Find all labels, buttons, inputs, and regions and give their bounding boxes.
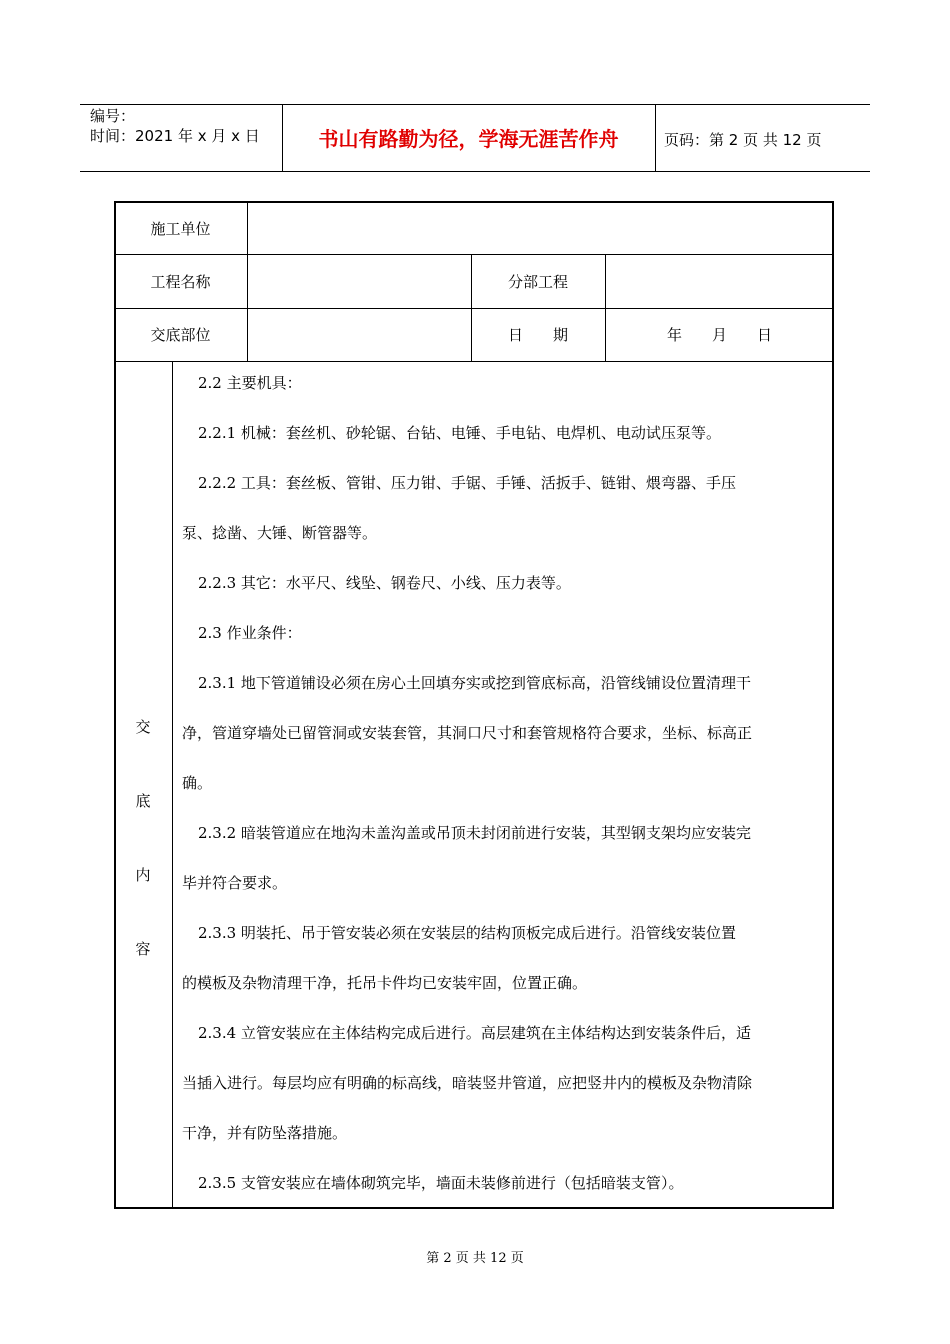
table-row-rule: [114, 361, 834, 362]
header-bottom-rule: [80, 171, 870, 172]
side-label-char: 内: [135, 866, 151, 884]
header-page-info: 页码：第 2 页 共 12 页: [664, 131, 822, 149]
content-line: 2.2.3 其它：水平尺、线坠、钢卷尺、小线、压力表等。: [198, 574, 571, 592]
content-line: 干净，并有防坠落措施。: [182, 1124, 348, 1142]
content-line: 泵、捻凿、大锤、断管器等。: [182, 524, 378, 542]
sub-project-label: 分部工程: [507, 273, 568, 291]
content-line: 毕并符合要求。: [182, 874, 288, 892]
header-top-rule: [80, 104, 870, 105]
content-line: 2.3.5 支管安装应在墙体砌筑完毕，墙面未装修前进行（包括暗装支管）。: [198, 1174, 684, 1192]
side-label-char: 容: [135, 940, 151, 958]
section-heading: 2.2 主要机具：: [198, 374, 302, 392]
table-col-rule: [172, 361, 173, 1209]
document-code-label: 编号：: [90, 107, 136, 125]
content-line: 2.3.2 暗装管道应在地沟未盖沟盖或吊顶未封闭前进行安装，其型钢支架均应安装完: [198, 824, 751, 842]
date-label: 日 期: [507, 326, 568, 344]
document-time: 时间：2021 年 x 月 x 日: [90, 127, 260, 145]
header-divider-right: [655, 104, 656, 171]
content-line: 2.3.4 立管安装应在主体结构完成后进行。高层建筑在主体结构达到安装条件后，适: [198, 1024, 751, 1042]
content-line: 当插入进行。每层均应有明确的标高线，暗装竖井管道，应把竖井内的模板及杂物清除: [182, 1074, 753, 1092]
content-line: 2.3.3 明装托、吊于管安装必须在安装层的结构顶板完成后进行。沿管线安装位置: [198, 924, 736, 942]
construction-unit-label: 施工单位: [150, 220, 211, 238]
date-value: 年 月 日: [666, 326, 772, 344]
disclosure-content: [182, 371, 830, 1195]
side-label-char: 交: [135, 718, 151, 736]
disclosure-content-label: [114, 690, 172, 986]
content-line: 2.2.1 机械：套丝机、砂轮锯、台钻、电锤、手电钻、电焊机、电动试压泵等。: [198, 424, 721, 442]
content-line: 的模板及杂物清理干净，托吊卡件均已安装牢固，位置正确。: [182, 974, 588, 992]
table-col-rule: [247, 201, 248, 361]
header-meta: [90, 106, 260, 146]
content-line: 2.3.1 地下管道铺设必须在房心土回填夯实或挖到管底标高，沿管线铺设位置清理干: [198, 674, 751, 692]
content-line: 2.2.2 工具：套丝板、管钳、压力钳、手锯、手锤、活扳手、链钳、煨弯器、手压: [198, 474, 736, 492]
side-label-char: 底: [135, 792, 151, 810]
content-line: 确。: [182, 774, 213, 792]
content-line: 净，管道穿墙处已留管洞或安装套管，其洞口尺寸和套管规格符合要求，坐标、标高正: [182, 724, 753, 742]
project-name-label: 工程名称: [150, 273, 211, 291]
header-motto: 书山有路勤为径，学海无涯苦作舟: [318, 127, 619, 151]
table-row-rule: [114, 254, 834, 255]
page-footer: 第 2 页 共 12 页: [426, 1251, 524, 1266]
table-row-rule: [114, 308, 834, 309]
section-heading: 2.3 作业条件：: [198, 624, 302, 642]
disclosure-part-label: 交底部位: [150, 326, 211, 344]
